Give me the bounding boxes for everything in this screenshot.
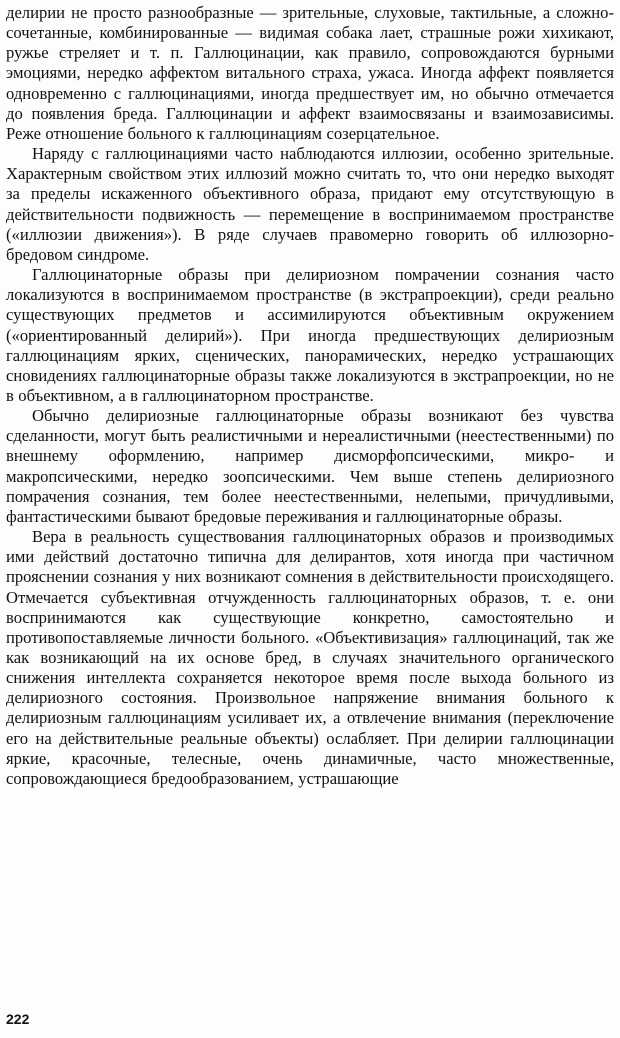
paragraph-1: делирии не просто разнообразные — зрительные, слуховые, тактильные, а сложно-сочетанные, комбинированные — видимая собака лает, страшные рожи хихикают, ружье стреляет и т. п. Галлюцинации, как правило, сопровождаются бурными эмоциями, нередко аффектом витального страха, ужаса. Иногда аффект появляется одновременно с галлюцинациями, иногда предшествует им, но обычно отмечается до появления бреда. Галлюцинации и аффект взаимосвязаны и взаимозависимы. Реже отношение больного к галлюцинациям созерцательное. (6, 3, 614, 143)
paragraph-2: Наряду с галлюцинациями часто наблюдаются иллюзии, особенно зрительные. Характерным свойством этих иллюзий можно считать то, что они нередко выходят за пределы искаженного объективного образа, придают ему отсутствующую в действительности подвижность — перемещение в воспринимаемом пространстве («иллюзии движения»). В ряде случаев правомерно говорить об иллюзорно-бредовом синдроме. (6, 144, 614, 264)
paragraph-5: Вера в реальность существования галлюцинаторных образов и производимых ими действий достаточно типична для делирантов, хотя иногда при частичном прояснении сознания у них возникают сомнения в действительности происходящего. Отмечается субъективная отчужденность галлюцинаторных образов, т. е. они воспринимаются как существующие конкретно, самостоятельно и противопоставляемые личности больного. «Объективизация» галлюцинаций, так же как возникающий на их основе бред, в случаях значительного органического снижения интеллекта сохраняется некоторое время после выхода больного из делириозного состояния. Произвольное напряжение внимания больного к делириозным галлюцинациям усиливает их, а отвлечение внимания (переключение его на действительные реальные объекты) ослабляет. При делирии галлюцинации яркие, красочные, телесные, очень динамичные, часто множественные, сопровождающиеся бредообразованием, устрашающие (6, 527, 614, 788)
paragraph-3: Галлюцинаторные образы при делириозном помрачении сознания часто локализуются в воспринимаемом пространстве (в экстрапроекции), среди реально существующих предметов и ассимилируются объективным окружением («ориентированный делирий»). При иногда предшествующих делириозным галлюцинациям ярких, сценических, панорамических, нередко устрашающих сновидениях галлюцинаторные образы также локализуются в экстрапроекции, но не в объективном, а в галлюцинаторном пространстве. (6, 265, 614, 405)
body-text (6, 3, 614, 789)
paragraph-4: Обычно делириозные галлюцинаторные образы возникают без чувства сделанности, могут быть реалистичными и нереалистичными (неестественными) по внешнему оформлению, например дисморфопсическими, микро- и макропсическими, нередко зоопсическими. Чем выше степень делириозного помрачения сознания, тем более неестественными, нелепыми, причудливыми, фантастическими бывают бредовые переживания и галлюцинаторные образы. (6, 406, 614, 526)
page-number: 222 (6, 1011, 30, 1027)
